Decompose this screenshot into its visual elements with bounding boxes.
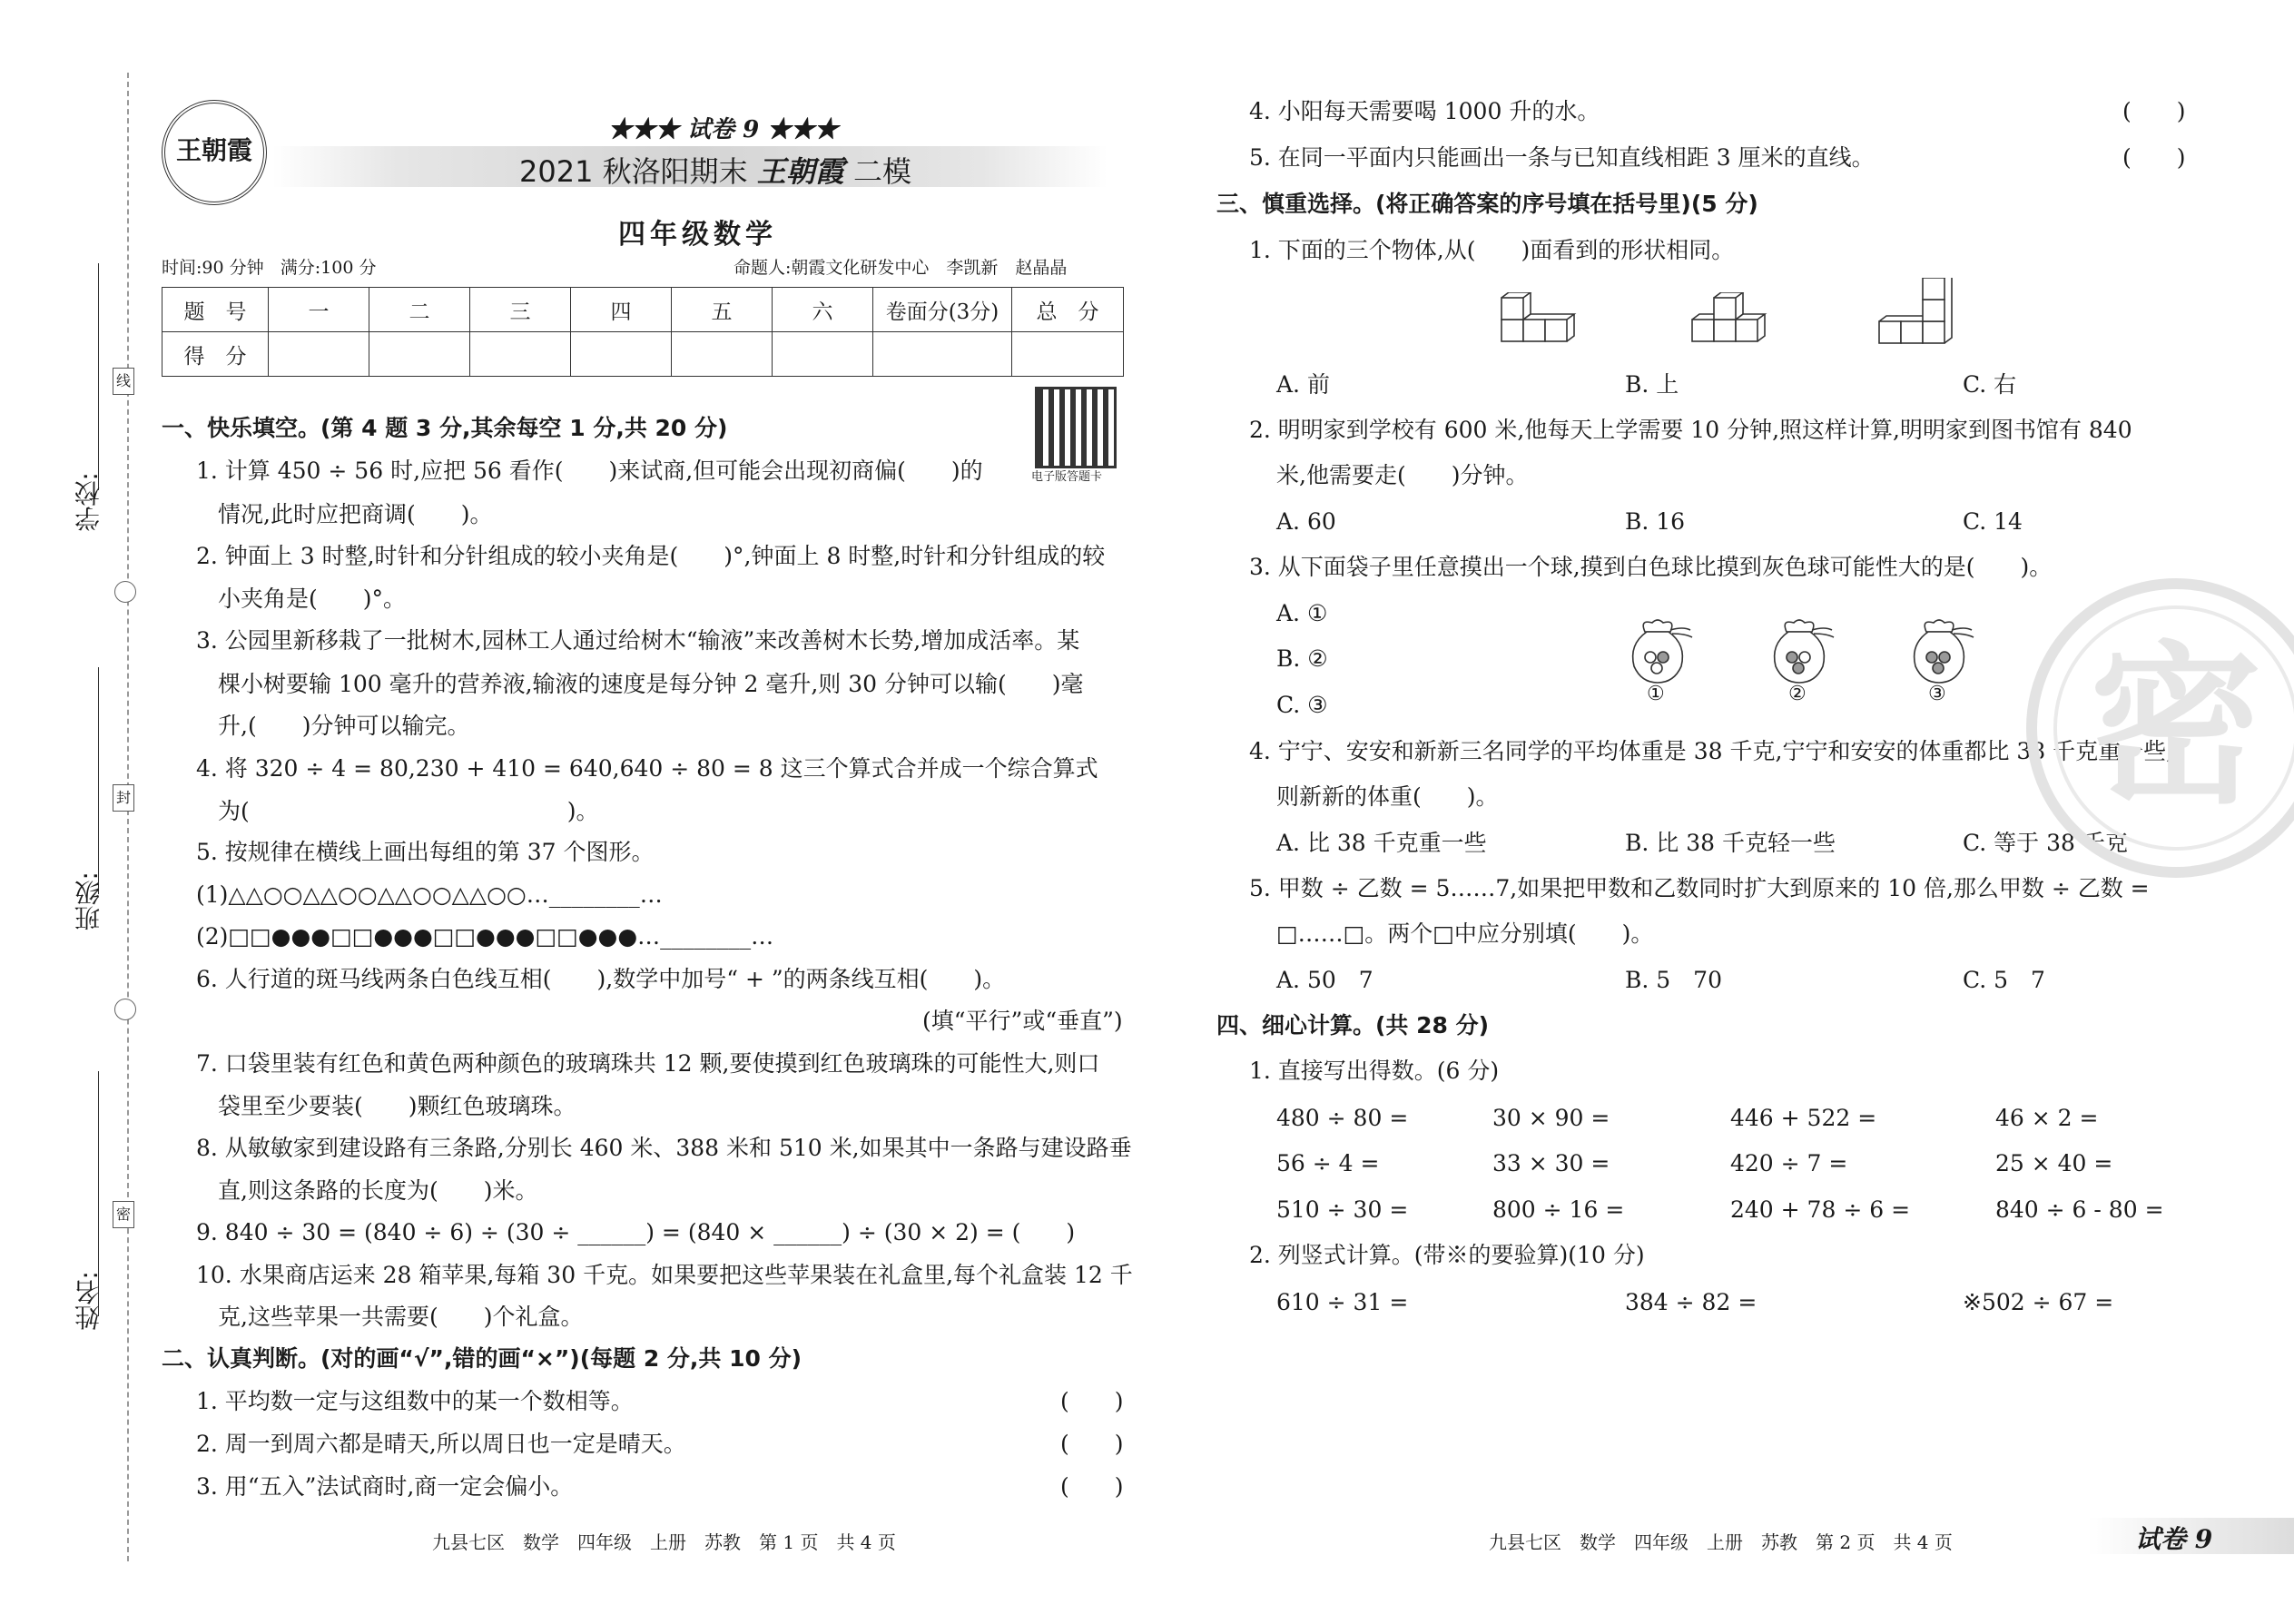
score-cell: 得 分: [162, 332, 269, 377]
qr-code-icon[interactable]: [1035, 387, 1117, 468]
subject-title: 四年级数学: [618, 219, 777, 251]
section-title: 二、认真判断。(对的画“√”,错的画“×”)(每题 2 分,共 10 分): [162, 1345, 802, 1372]
bind-mark-secret: 密: [113, 1201, 134, 1228]
class-label: 班级:: [74, 871, 103, 931]
calc-item: 56 ÷ 4 =: [1276, 1150, 1380, 1176]
exam-info: [162, 254, 376, 279]
score-cell: 六: [773, 288, 873, 332]
score-input-cell[interactable]: [269, 332, 369, 377]
calc-item: 46 × 2 =: [1995, 1105, 2099, 1131]
question-line: 升,( )分钟可以输完。: [218, 713, 470, 739]
question-line: 3. 用“五入”法试商时,商一定会偏小。: [196, 1473, 574, 1500]
bind-mark-seal: 封: [113, 784, 134, 812]
exam-full-score: 满分:100 分: [280, 258, 377, 278]
calc-item: 384 ÷ 82 =: [1625, 1289, 1757, 1315]
score-cell: 三: [470, 288, 571, 332]
question-line: 小夹角是( )°。: [218, 586, 407, 612]
option-b: B. 16: [1625, 508, 1686, 535]
option-c: C. ③: [1276, 692, 1328, 718]
pattern-line-1: (1)△△○○△△○○△△○○△△○○…________…: [196, 881, 663, 908]
question-line: 3. 公园里新移栽了一批树木,园林工人通过给树木“输液”来改善树木长势,增加成活率。某: [196, 627, 1080, 654]
question-line: 情况,此时应把商调( )。: [218, 501, 493, 527]
score-input-cell[interactable]: [873, 332, 1012, 377]
question-line: 9. 840 ÷ 30 = (840 ÷ 6) ÷ (30 ÷ ______) = (840 × ______) ÷ (30 × 2) = ( ): [196, 1219, 1076, 1245]
answer-paren[interactable]: ( ): [1060, 1473, 1124, 1500]
question-line: 5. 按规律在横线上画出每组的第 37 个图形。: [196, 839, 655, 865]
question-line: 2. 周一到周六都是晴天,所以周日也一定是晴天。: [196, 1431, 686, 1457]
score-cell: 总 分: [1012, 288, 1124, 332]
score-input-cell[interactable]: [470, 332, 571, 377]
question-line: 袋里至少要装( )颗红色玻璃珠。: [218, 1093, 576, 1119]
bind-hole-icon: [114, 581, 136, 603]
option-c: C. 等于 38 千克: [1963, 830, 2128, 856]
bag-label: ②: [1788, 683, 1807, 705]
exam-time: 时间:90 分钟: [162, 258, 264, 278]
section-title: 三、慎重选择。(将正确答案的序号填在括号里)(5 分): [1216, 191, 1758, 217]
class-line: [98, 667, 99, 894]
exam-title: [519, 149, 911, 191]
question-line: 1. 下面的三个物体,从( )面看到的形状相同。: [1249, 237, 1735, 263]
question-line: 5. 在同一平面内只能画出一条与已知直线相距 3 厘米的直线。: [1249, 144, 1875, 171]
option-b: B. 5 70: [1625, 967, 1722, 993]
score-cell: 一: [269, 288, 369, 332]
question-line: 5. 甲数 ÷ 乙数 = 5……7,如果把甲数和乙数同时扩大到原来的 10 倍,那么甲数 ÷ 乙数 =: [1249, 875, 2150, 901]
binding-dashed-line: [127, 73, 129, 1561]
calc-item: 480 ÷ 80 =: [1276, 1105, 1409, 1131]
bag-label: ③: [1928, 683, 1946, 705]
title-brand: 王朝霞: [756, 154, 844, 189]
question-line: 1. 直接写出得数。(6 分): [1249, 1058, 1500, 1084]
option-a: A. 60: [1276, 508, 1336, 535]
question-line: 1. 计算 450 ÷ 56 时,应把 56 看作( )来试商,但可能会出现初商偏( )的: [196, 458, 983, 484]
question-line: 为( )。: [218, 798, 599, 824]
option-a: A. 50 7: [1276, 967, 1373, 993]
option-c: C. 右: [1963, 371, 2017, 398]
question-line: 直,则这条路的长度为( )米。: [218, 1177, 538, 1204]
score-cell: 二: [369, 288, 470, 332]
calc-item: 420 ÷ 7 =: [1730, 1150, 1848, 1176]
question-line: 7. 口袋里装有红色和黄色两种颜色的玻璃珠共 12 颗,要使摸到红色玻璃珠的可能性大,则口: [196, 1050, 1100, 1077]
score-input-cell[interactable]: [672, 332, 773, 377]
title-suffix: 二模: [852, 154, 911, 189]
question-line: 6. 人行道的斑马线两条白色线互相( ),数学中加号“ + ”的两条线互相( )。: [196, 966, 1006, 992]
calc-item: 25 × 40 =: [1995, 1150, 2113, 1176]
answer-paren[interactable]: ( ): [1060, 1388, 1124, 1414]
answer-paren[interactable]: ( ): [2122, 144, 2186, 171]
question-line: 米,他需要走( )分钟。: [1276, 462, 1529, 488]
bind-mark-line: 线: [113, 368, 134, 395]
school-label: 学校:: [74, 472, 103, 532]
paper-series: ★★★ 试卷 9 ★★★: [608, 116, 839, 143]
question-line: 则新新的体重( )。: [1276, 783, 1499, 810]
calc-item: 610 ÷ 31 =: [1276, 1289, 1409, 1315]
score-table-header-row: [162, 288, 1124, 332]
ball-bag-3-icon: [1906, 617, 1979, 688]
calc-item: 446 + 522 =: [1730, 1105, 1877, 1131]
score-input-cell[interactable]: [571, 332, 672, 377]
option-c: C. 14: [1963, 508, 2023, 535]
calc-item: 240 + 78 ÷ 6 =: [1730, 1196, 1911, 1223]
answer-paren[interactable]: ( ): [1060, 1431, 1124, 1457]
option-b: B. ②: [1276, 645, 1328, 672]
option-a: A. 比 38 千克重一些: [1276, 830, 1487, 856]
page-footer-right: 九县七区 数学 四年级 上册 苏教 第 2 页 共 4 页: [1489, 1531, 1953, 1553]
cube-figure-2: [1690, 292, 1772, 349]
calc-item: ※502 ÷ 67 =: [1963, 1289, 2114, 1315]
school-line: [98, 263, 99, 490]
qr-caption: 电子版答题卡: [1031, 470, 1103, 484]
calc-item: 33 × 30 =: [1492, 1150, 1610, 1176]
question-line: 4. 小阳每天需要喝 1000 升的水。: [1249, 98, 1600, 124]
option-b: B. 上: [1625, 371, 1679, 398]
calc-item: 800 ÷ 16 =: [1492, 1196, 1625, 1223]
question-line: 2. 明明家到学校有 600 米,他每天上学需要 10 分钟,照这样计算,明明家到图书馆有 840: [1249, 417, 2132, 443]
question-line: 4. 将 320 ÷ 4 = 80,230 + 410 = 640,640 ÷ 80 = 8 这三个算式合并成一个综合算式: [196, 755, 1098, 782]
pattern-line-2: (2)□□●●●□□●●●□□●●●□□●●●…________…: [196, 923, 774, 950]
bind-hole-icon: [114, 999, 136, 1020]
section-title: 四、细心计算。(共 28 分): [1216, 1012, 1490, 1038]
page-footer-left: 九县七区 数学 四年级 上册 苏教 第 1 页 共 4 页: [432, 1531, 896, 1553]
exam-authors: 命题人:朝霞文化研发中心 李凯新 赵晶晶: [733, 258, 1068, 278]
score-cell: 四: [571, 288, 672, 332]
question-line: 2. 钟面上 3 时整,时针和分针组成的较小夹角是( )°,钟面上 8 时整,时针和分针组成的较: [196, 543, 1106, 569]
score-input-cell[interactable]: [1012, 332, 1124, 377]
question-line: 克,这些苹果一共需要( )个礼盒。: [218, 1304, 584, 1330]
title-prefix: 2021 秋洛阳期末: [519, 154, 748, 189]
cube-figure-1: [1500, 292, 1581, 349]
option-a: A. 前: [1276, 371, 1330, 398]
answer-paren[interactable]: ( ): [2122, 98, 2186, 124]
option-b: B. 比 38 千克轻一些: [1625, 830, 1836, 856]
watermark-text: 密: [2053, 605, 2294, 851]
question-line: 1. 平均数一定与这组数中的某一个数相等。: [196, 1388, 634, 1414]
score-cell: 卷面分(3分): [873, 288, 1012, 332]
ball-bag-1-icon: [1625, 617, 1698, 688]
question-line: 4. 宁宁、安安和新新三名同学的平均体重是 38 千克,宁宁和安安的体重都比 38 千克重一些,: [1249, 738, 2174, 764]
question-line: 2. 列竖式计算。(带※的要验算)(10 分): [1249, 1242, 1645, 1268]
score-cell: 题 号: [162, 288, 269, 332]
brand-logo: 王朝霞: [162, 100, 267, 205]
calc-item: 30 × 90 =: [1492, 1105, 1610, 1131]
cube-figure-3: [1877, 278, 1959, 350]
name-label: 姓名:: [74, 1271, 103, 1331]
score-table: [162, 287, 1124, 377]
option-c: C. 5 7: [1963, 967, 2045, 993]
calc-item: 840 ÷ 6 - 80 =: [1995, 1196, 2164, 1223]
score-table-score-row: [162, 332, 1124, 377]
question-line: 10. 水果商店运来 28 箱苹果,每箱 30 千克。如果要把这些苹果装在礼盒里,每个礼盒装 12 千: [196, 1262, 1133, 1288]
footer-badge: 试卷 9: [2135, 1524, 2213, 1554]
score-cell: 五: [672, 288, 773, 332]
question-line: 3. 从下面袋子里任意摸出一个球,摸到白色球比摸到灰色球可能性大的是( )。: [1249, 554, 2053, 580]
question-line: □……□。两个□中应分别填( )。: [1276, 920, 1654, 947]
section-title: 一、快乐填空。(第 4 题 3 分,其余每空 1 分,共 20 分): [162, 415, 728, 441]
ball-bag-2-icon: [1767, 617, 1839, 688]
calc-item: 510 ÷ 30 =: [1276, 1196, 1409, 1223]
bag-label: ①: [1647, 683, 1665, 705]
question-line: 棵小树要输 100 毫升的营养液,输液的速度是每分钟 2 毫升,则 30 分钟可以输( )毫: [218, 671, 1084, 697]
question-hint: (填“平行”或“垂直”): [922, 1008, 1123, 1034]
question-line: 8. 从敏敏家到建设路有三条路,分别长 460 米、388 米和 510 米,如果其中一条路与建设路垂: [196, 1135, 1132, 1161]
option-a: A. ①: [1276, 600, 1328, 626]
score-input-cell[interactable]: [369, 332, 470, 377]
score-input-cell[interactable]: [773, 332, 873, 377]
